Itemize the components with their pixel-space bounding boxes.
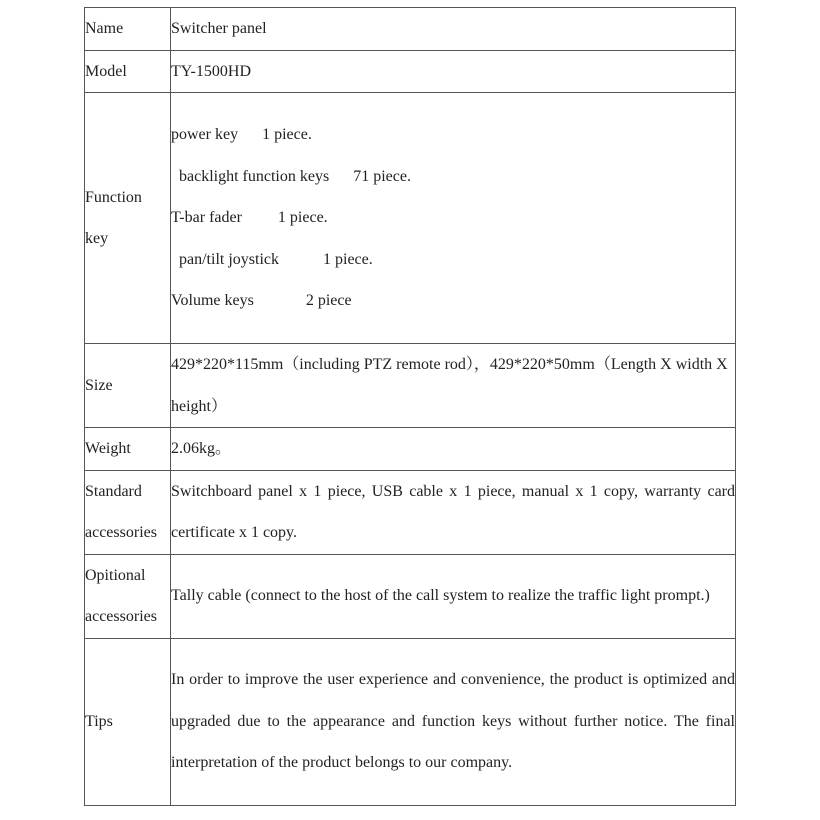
table-row-tips xyxy=(85,638,736,805)
function-key-item: Volume keys 2 piece xyxy=(171,292,352,310)
table-row-name xyxy=(85,8,736,51)
row-label-line: Opitional xyxy=(85,566,146,584)
row-value: TY-1500HD xyxy=(171,50,736,93)
row-value: 2.06kg。 xyxy=(171,428,736,471)
row-label-line: Standard xyxy=(85,482,142,500)
row-label-line: accessories xyxy=(85,608,157,625)
function-key-item: power key 1 piece. xyxy=(171,126,312,144)
table-row-optional-accessories xyxy=(85,554,736,638)
row-label xyxy=(85,470,171,554)
row-label: Name xyxy=(85,8,171,51)
function-key-item: backlight function keys 71 piece. xyxy=(171,167,411,185)
table-row-function-key xyxy=(85,93,736,344)
row-value: Tally cable (connect to the host of the call system to realize the traffic light prompt.) xyxy=(171,554,736,638)
table-row-size xyxy=(85,344,736,428)
row-label: Size xyxy=(85,344,171,428)
row-label: Model xyxy=(85,50,171,93)
table-row-standard-accessories xyxy=(85,470,736,554)
row-label-line: accessories xyxy=(85,524,157,541)
row-value: Switcher panel xyxy=(171,8,736,51)
table-row-weight xyxy=(85,428,736,471)
row-label xyxy=(85,554,171,638)
row-value: 429*220*115mm（including PTZ remote rod），429*220*50mm（Length X width X height） xyxy=(171,344,736,428)
function-key-item: T-bar fader 1 piece. xyxy=(171,209,328,227)
spec-table xyxy=(84,7,736,806)
row-label-line: Function xyxy=(85,188,142,206)
row-value: In order to improve the user experience and convenience, the product is optimized and upgraded due to the appearance and function keys without further notice. The final interpretation of the product belongs to our company. xyxy=(171,638,736,805)
row-label-line: key xyxy=(85,230,109,247)
row-label: Weight xyxy=(85,428,171,471)
row-label: Tips xyxy=(85,638,171,805)
row-label xyxy=(85,93,171,344)
row-value xyxy=(171,93,736,344)
table-row-model xyxy=(85,50,736,93)
row-value: Switchboard panel x 1 piece, USB cable x 1 piece, manual x 1 copy, warranty card certificate x 1 copy. xyxy=(171,470,736,554)
function-key-item: pan/tilt joystick 1 piece. xyxy=(171,250,373,268)
